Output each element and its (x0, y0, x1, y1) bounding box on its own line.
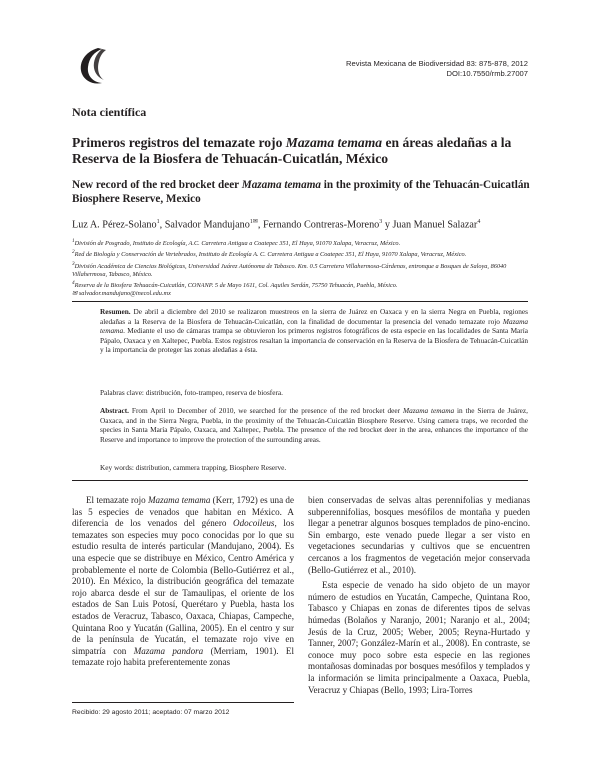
received-divider (72, 702, 294, 703)
affiliation-2 (72, 248, 532, 259)
title-en-species: Mazama temama (241, 179, 321, 191)
resumen-text-b: . Mediante el uso de cámaras trampa se obtuvieron los primeros registros fotográficos de esta especie en las localidades de Santa María Pápalo, Oaxaca y en Xaltepec, Puebla. Estos registros resaltan la importancia de conservación en la Reserva de la Biosfera de Tehuacán-Cuicatlán y la importancia de proteger las zonas aledañas a ésta. (100, 326, 528, 355)
body-text: , los temazates son especies muy poco conocidas por lo que su estudio resulta de interés particular (Mandujano, 2004). Es una especie que se distribuye en México, Centro América y probablemente el norte de Colombia (Bello-Gutiérrez et al., 2010). En México, la distribución geográfica del temazate rojo abarca desde el sur de Tamaulipas, el oriente de los estados de San Luis Potosí, Querétaro y Puebla, hasta los estados de Veracruz, Tabasco, Oaxaca, Chiapas, Campeche, Quintana Roo y Yucatán (Gallina, 2005). En el centro y sur de la península de Yucatán, el temazate rojo vive en simpatría con (72, 518, 294, 656)
abstract-paragraph (100, 406, 528, 444)
abstract-text-a: From April to December of 2010, we searched for the presence of the red brocket deer (128, 406, 403, 415)
resumen-text-a: De abril a diciembre del 2010 se realizaron muestreos en la sierra de Juárez en Oaxaca y en la sierra Negra en Puebla, regiones aledañas a la Reserva de la Biosfera de Tehuacán-Cuicatlán, con la finalidad de documentar la presencia del venado temazate rojo (100, 307, 528, 326)
title-es-part1: Primeros registros del temazate rojo (72, 135, 286, 150)
body-column-left (72, 495, 294, 669)
body-paragraph-continued: bien conservadas de selvas altas perennifolias y medianas subperennifolias, bosques mesófilos de montaña y pueden llegar a penetrar algunos bosques templados de pino-encino. Sin embargo, este venado puede llegar a ser visto en vegetaciones secundarias y cultivos que se encuentren cercanos a los fragmentos de vegetación mejor conservada (Bello-Gutiérrez et al., 2010). (308, 495, 530, 575)
resumen-paragraph (100, 307, 528, 355)
affiliations (72, 237, 532, 299)
email-text: salvador.mandujano@inecol.edu.mx (78, 290, 171, 298)
email-icon: ✉ (72, 290, 78, 298)
abstract-species: Mazama temama (402, 406, 455, 415)
affiliation-1-text: División de Posgrado, Instituto de Ecología, A.C. Carretera Antigua a Coatepec 351, El Haya, 91070 Xalapa, Veracruz, México. (74, 240, 401, 248)
journal-citation: Revista Mexicana de Biodiversidad 83: 875-878, 2012 (346, 59, 528, 68)
body-text: (Kerr, 1792) es una de las 5 especies de venados que habitan en México. A diferencia de los venados del género (72, 495, 294, 529)
author-list: Luz A. Pérez-Solano$^1$, Salvador Mandujano$^{1✉}$, Fernando Contreras-Moreno$^3$ y Juan Manuel Salazar$^4$ (72, 219, 481, 231)
genus-name: Odocoileus (233, 518, 275, 529)
contact-email[interactable] (72, 290, 532, 298)
resumen-label: Resumen. (100, 307, 131, 316)
author-3: Fernando Contreras-Moreno (262, 219, 380, 231)
affiliation-3-sup: 3 (72, 260, 75, 267)
affiliation-4-text: Reserva de la Biosfera Tehuacán-Cuicatlán, CONANP. 5 de Mayo 1611, Col. Aquiles Serdán, 75750 Tehuacán, Puebla, México. (74, 282, 398, 290)
body-paragraph (72, 495, 294, 669)
species-name: Mazama pandora (133, 645, 204, 656)
author-4: Juan Manuel Salazar (392, 219, 478, 231)
affiliation-2-sup: 2 (72, 249, 75, 256)
author-2-sup: 1✉ (249, 219, 258, 225)
doi: DOI:10.7550/rmb.27007 (446, 68, 528, 78)
title-en-part2: in the proximity of the Tehuacán-Cuicatlán Biosphere Reserve, Mexico (72, 179, 530, 205)
title-english (72, 178, 532, 206)
affiliation-2-text: Red de Biología y Conservación de Vertebrados, Instituto de Ecología A. C. Carretera Antigua a Coatepec 351, El Haya, 91070 Xalapa, Veracruz, México. (74, 251, 467, 259)
abstract-label: Abstract. (100, 406, 129, 415)
author-2: Salvador Mandujano (164, 219, 250, 231)
title-en-part1: New record of the red brocket deer (72, 179, 242, 191)
received-accepted-dates: Recibido: 29 agosto 2011; aceptado: 07 marzo 2012 (72, 709, 230, 716)
body-column-right (308, 495, 530, 696)
section-label: Nota científica (72, 105, 147, 119)
title-spanish (72, 135, 532, 167)
author-1: Luz A. Pérez-Solano (72, 219, 157, 231)
journal-logo-icon (76, 46, 110, 86)
body-text: El temazate rojo (86, 495, 148, 505)
affiliation-1 (72, 237, 532, 248)
author-1-sup: 1 (156, 219, 160, 225)
body-text: (Merriam, 1901). El temazate rojo habita preferentemente zonas (72, 645, 294, 668)
affiliation-3-text: División Académica de Ciencias Biológicas, Universidad Juárez Autónoma de Tabasco. Km. 0.5 Carretera Villahermosa-Cárdenas, entronque a Bosques de Saloya, 86040 Villahermosa, Tabasco, México. (72, 262, 507, 278)
author-3-sup: 3 (379, 219, 383, 225)
palabras-clave: Palabras clave: distribución, foto-trampeo, reserva de biosfera. (100, 388, 283, 397)
affiliation-3 (72, 260, 532, 280)
affiliation-4 (72, 279, 532, 290)
divider-bottom (72, 480, 528, 481)
author-4-sup: 4 (477, 219, 481, 225)
title-es-species: Mazama temama (285, 135, 383, 150)
divider-top (72, 301, 528, 302)
abstract-text-b: in the Sierra de Juárez, Oaxaca, and in the Sierra Negra, Puebla, in the proximity of the Tehuacán-Cuicatlán Biosphere Reserve. Using camera traps, we recorded the species in Santa María Pápalo, Oaxaca, and Xaltepec, Puebla. The presence of the red brocket deer in the area, enhances the importance of the Reserve and importance to improve the protection of the surrounding areas. (100, 406, 528, 444)
affiliation-1-sup: 1 (72, 238, 75, 244)
affiliation-4-sup: 4 (72, 280, 75, 287)
body-paragraph: Esta especie de venado ha sido objeto de un mayor número de estudios en Yucatán, Campeche, Quintana Roo, Tabasco y Chiapas en zonas de diferentes tipos de selvas húmedas (Bolaños y Naranjo, 2001; Naranjo et al., 2004; Jesús de la Cruz, 2005; Weber, 2005; Reyna-Hurtado y Tanner, 2007; González-Marín et al., 2008). En contraste, se conoce muy poco sobre esta especie en las regiones montañosas dominadas por bosques mesófilos y templados y la información se limita principalmente a Oaxaca, Puebla, Veracruz y Chiapas (Bello, 1993; Lira-Torres (308, 580, 530, 695)
journal-header (228, 59, 528, 78)
keywords: Key words: distribution, cammera trapping, Biosphere Reserve. (100, 463, 287, 472)
title-es-part2: en áreas aledañas a la Reserva de la Biosfera de Tehuacán-Cuicatlán, México (72, 135, 512, 167)
species-name: Mazama temama (147, 495, 211, 505)
resumen-species: Mazama temama (100, 316, 528, 336)
